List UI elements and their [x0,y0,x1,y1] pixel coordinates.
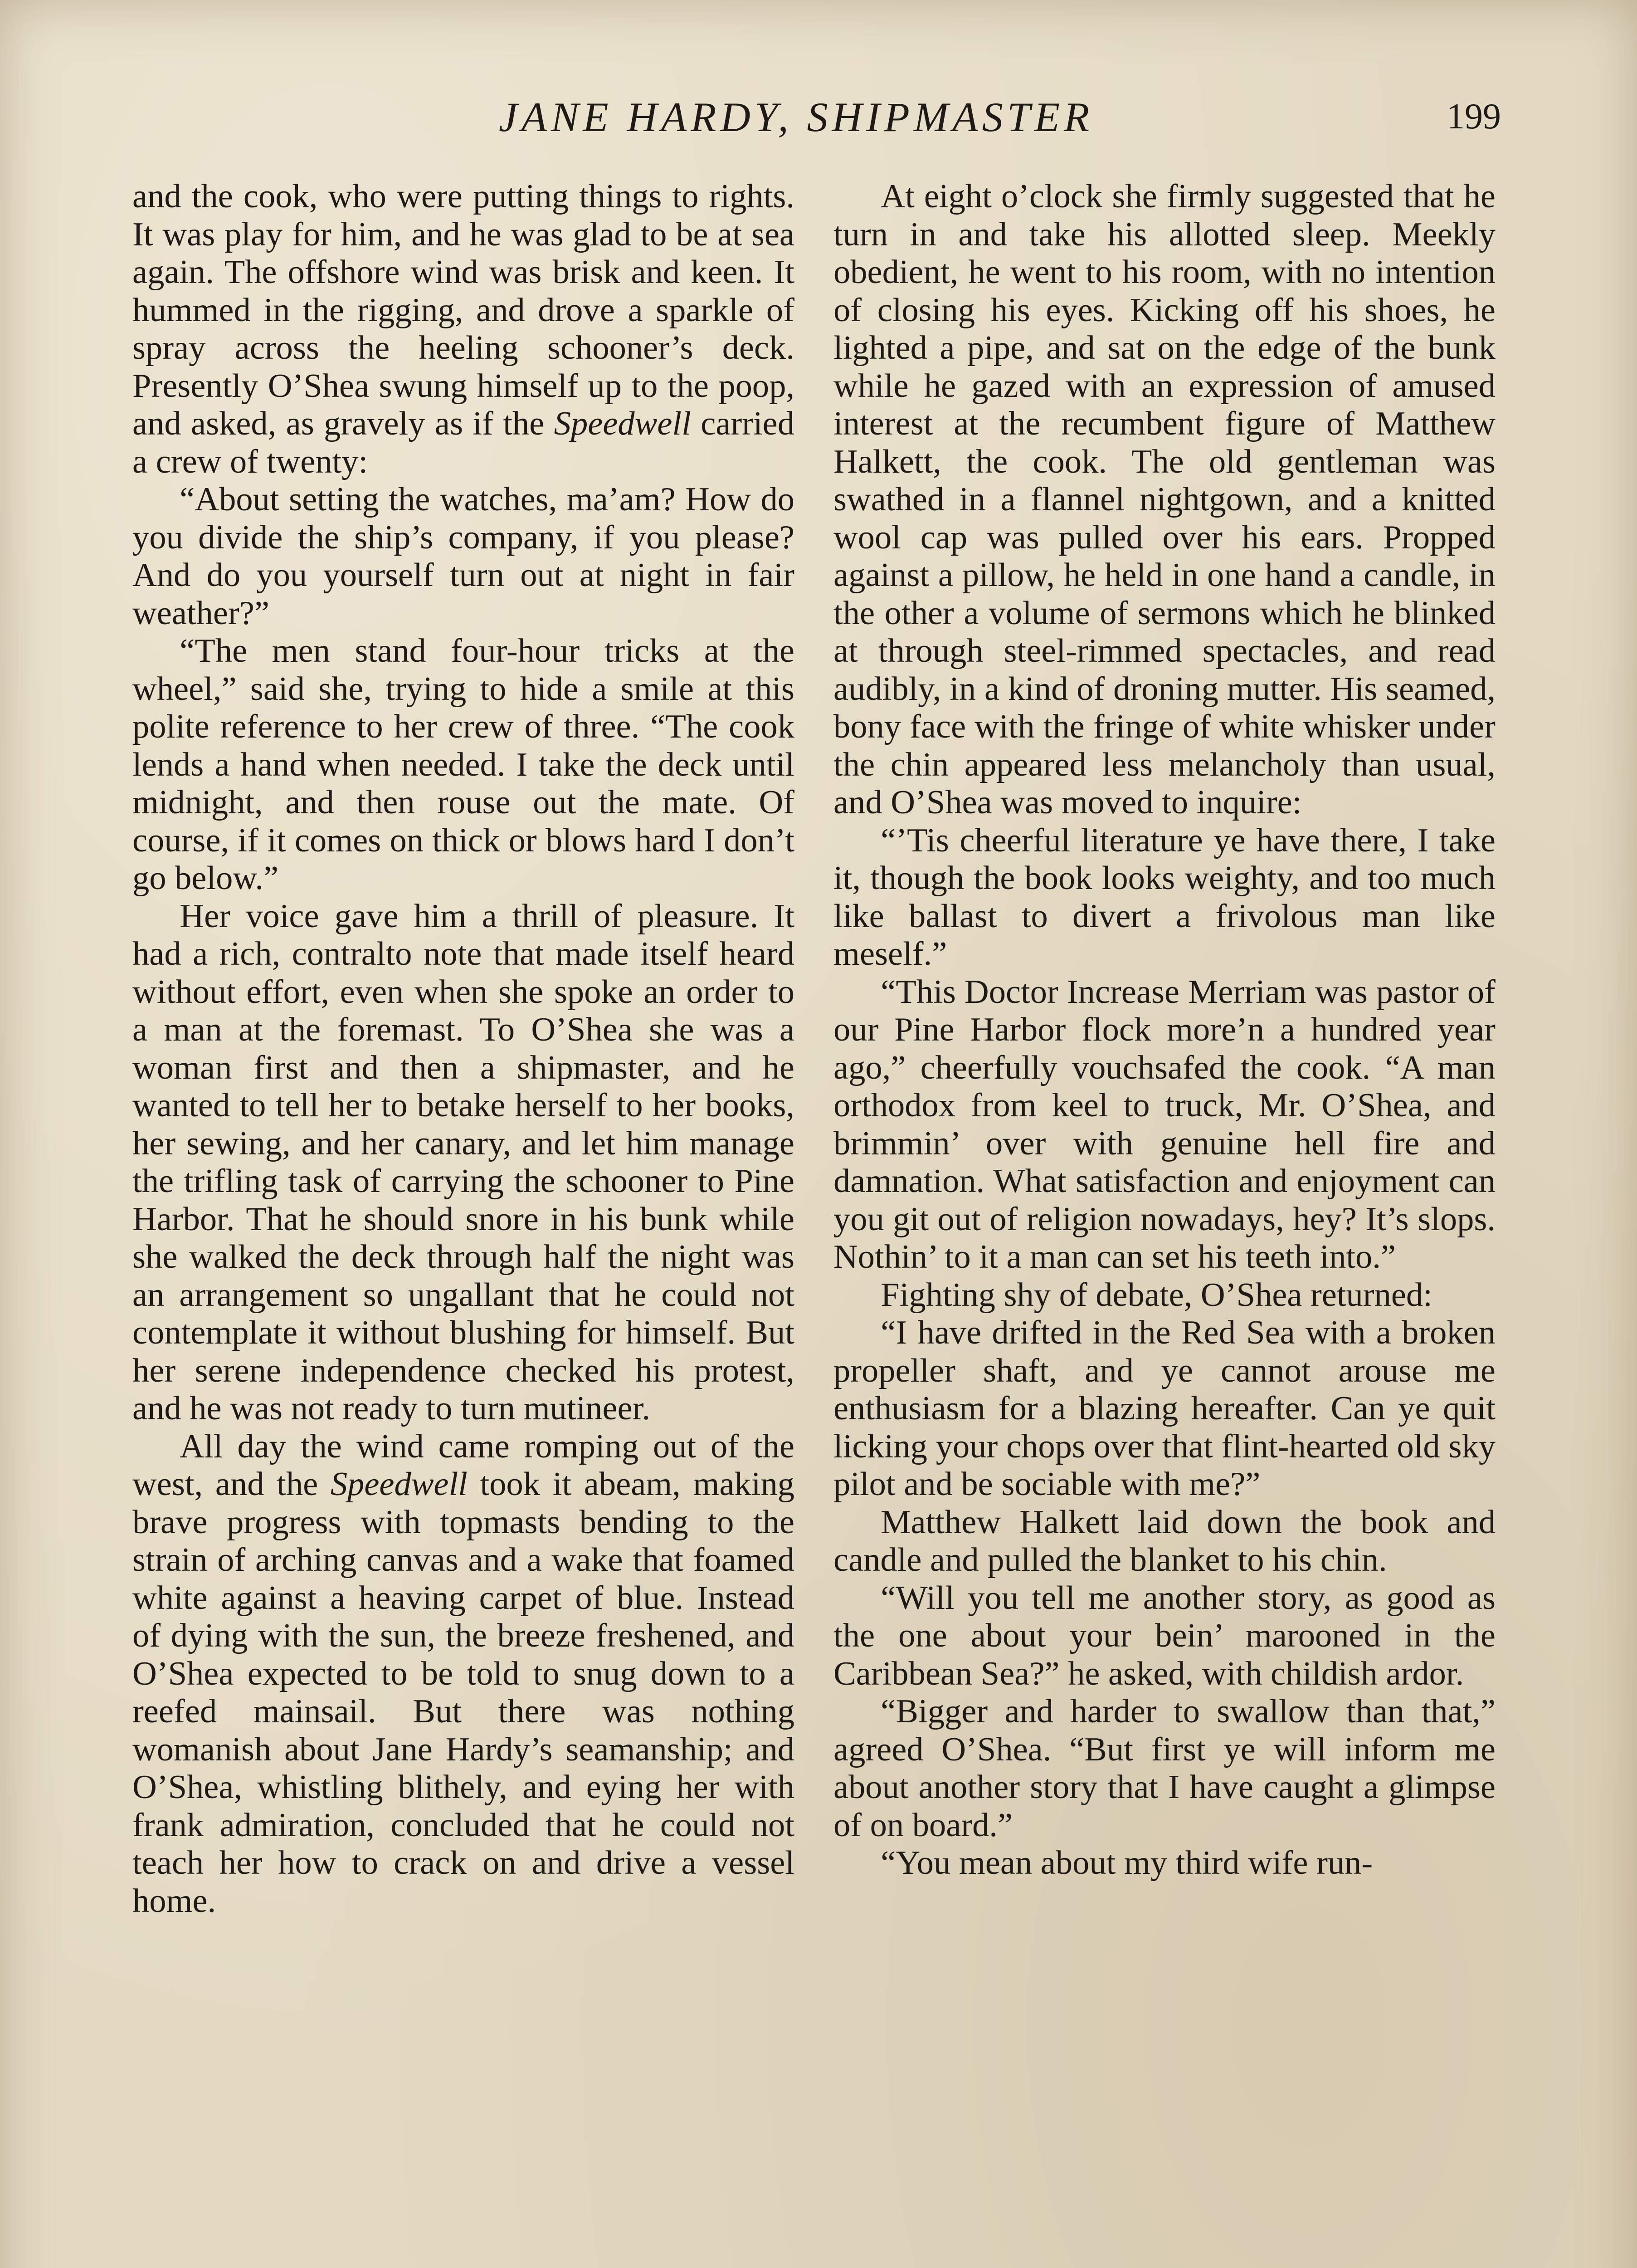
paragraph: “Bigger and harder to swallow than that,” agreed O’Shea. “But first ye will inform me about another story that I have caught a glimpse of on board.” [833,1693,1496,1844]
paragraph: Her voice gave him a thrill of pleasure. It had a rich, contralto note that made itself heard without effort, even when she spoke an order to a man at the foremast. To O’Shea she was a woman first and then a shipmaster, and he wanted to tell her to betake herself to her books, her sewing, and her canary, and let him manage the trifling task of carrying the schooner to Pine Harbor. That he should snore in his bunk while she walked the deck through half the night was an arrangement so ungallant that he could not contemplate it without blushing for himself. But her serene independence checked his protest, and he was not ready to turn mutineer. [132,897,794,1427]
paragraph: Fighting shy of debate, O’Shea returned: [881,1276,1432,1314]
ship-name: Speedwell [330,1466,468,1503]
page-number: 199 [1447,97,1501,137]
running-title: JANE HARDY, SHIPMASTER [499,94,1094,140]
paragraph: Matthew Halkett laid down the book and candle and pulled the blanket to his chin. [833,1503,1496,1579]
right-column [833,178,1496,1882]
paragraph: “’Tis cheerful literature ye have there, I take it, though the book looks weighty, and too much like ballast to divert a frivolous man like meself.” [833,821,1496,973]
ship-name: Speedwell [554,405,691,442]
paragraph [132,1428,794,1921]
paragraph: “About setting the watches, ma’am? How do you divide the ship’s company, if you please? And do you yourself turn out at night in fair weather?” [132,481,794,632]
left-column [132,178,794,1920]
paragraph: “Will you tell me another story, as good as the one about your bein’ marooned in the Caribbean Sea?” he asked, with childish ardor. [833,1579,1496,1692]
paragraph-text: took it abeam, making brave progress with topmasts bending to the strain of arching canvas and a wake that foamed white against a heaving carpet of blue. Instead of dying with the sun, the breeze freshened, and O’Shea expected to be told to snug down to a reefed mainsail. But there was nothing womanish about Jane Hardy’s seamanship; and O’Shea, whistling blithely, and eying her with frank admiration, concluded that he could not teach her how to crack on and drive a vessel home. [132,1466,794,1920]
paragraph: “I have drifted in the Red Sea with a broken propeller shaft, and ye cannot arouse me enthusiasm for a blazing hereafter. Can ye quit licking your chops over that flint-hearted old sky pilot and be sociable with me?” [833,1314,1496,1503]
paragraph: “You mean about my third wife run- [881,1844,1373,1882]
paragraph: “This Doctor Increase Merriam was pastor of our Pine Harbor flock more’n a hundred year ago,” cheerfully vouchsafed the cook. “A man orthodox from keel to truck, Mr. O’Shea, and brimmin’ over with genuine hell fire and damnation. What satisfaction and enjoyment can you git out of religion nowadays, hey? It’s slops. Nothin’ to it a man can set his teeth into.” [833,973,1496,1276]
paragraph-text: All day the wind came romping out of the west, and the [132,1427,794,1503]
paragraph-text: and the cook, who were putting things to rights. It was play for him, and he was glad to be at sea again. The offshore wind was brisk and keen. It hummed in the rigging, and drove a sparkle of spray across the heeling schooner’s deck. Presently O’Shea swung himself up to the poop, and asked, as gravely as if the [132,178,794,442]
paragraph-text: carried a crew of twenty: [132,405,794,480]
paragraph: “The men stand four-hour tricks at the wheel,” said she, trying to hide a smile at this polite reference to her crew of three. “The cook lends a hand when needed. I take the deck until midnight, and then rouse out the mate. Of course, if it comes on thick or blows hard I don’t go below.” [132,632,794,897]
paragraph: At eight o’clock she firmly suggested that he turn in and take his allotted sleep. Meekly obedient, he went to his room, with no intention of closing his eyes. Kicking off his shoes, he lighted a pipe, and sat on the edge of the bunk while he gazed with an expression of amused interest at the recumbent figure of Matthew Halkett, the cook. The old gentleman was swathed in a flannel nightgown, and a knitted wool cap was pulled over his ears. Propped against a pillow, he held in one hand a candle, in the other a volume of sermons which he blinked at through steel-rimmed spectacles, and read audibly, in a kind of droning mutter. His seamed, bony face with the fringe of white whisker under the chin appeared less melancholy than usual, and O’Shea was moved to inquire: [833,178,1496,821]
paragraph [132,178,794,481]
